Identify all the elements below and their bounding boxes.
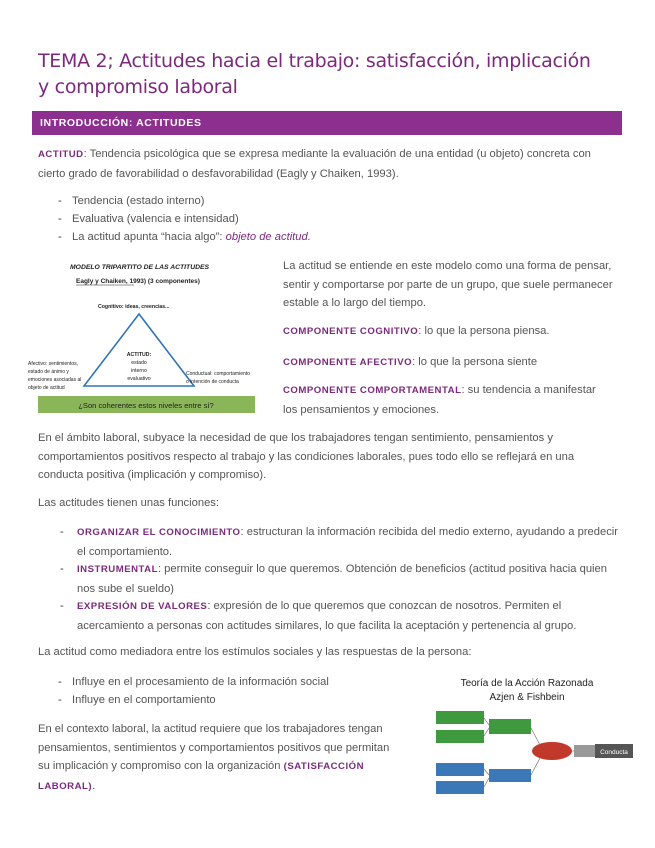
componente-cognitivo — [283, 322, 613, 342]
list-item — [60, 523, 620, 561]
dash-bullet: - — [60, 563, 64, 575]
intencion-ellipse — [532, 742, 572, 760]
funcion-label: ORGANIZAR EL CONOCIMIENTO — [77, 527, 241, 538]
figure1-afectivo-2: estado de ánimo y — [28, 369, 69, 375]
componente-comportamental-text: : su tendencia a manifestar los pensamientos y emociones. — [283, 384, 596, 416]
dash-bullet: - — [58, 231, 62, 243]
tripartite-model-figure — [28, 258, 263, 418]
dash-bullet: - — [58, 676, 62, 688]
figure2-title1: Teoría de la Acción Razonada — [460, 678, 594, 689]
figure1-afectivo-1: Afectivo: sentimientos, — [28, 361, 79, 367]
figure2-title2: Azjen & Fishbein — [489, 692, 565, 703]
dash-bullet: - — [58, 213, 62, 225]
componente-cognitivo-label: COMPONENTE COGNITIVO — [283, 326, 419, 337]
list-item — [58, 691, 398, 710]
figure1-center-4: evaluativo — [127, 376, 151, 382]
mediadora-paragraph: La actitud como mediadora entre los estímulos sociales y las respuestas de la persona: — [38, 646, 472, 658]
contexto-paragraph — [38, 720, 403, 796]
contexto-end: . — [92, 779, 96, 792]
funciones-intro: Las actitudes tienen unas funciones: — [38, 497, 219, 509]
list-item — [58, 673, 398, 692]
actitud-definition — [38, 145, 608, 183]
figure1-question: ¿Son coherentes estos niveles entre sí? — [78, 401, 214, 410]
list-item-text: Tendencia (estado interno) — [72, 195, 205, 207]
green-box — [489, 719, 531, 734]
list-item-text: Influye en el comportamiento — [72, 694, 216, 706]
funcion-label: INSTRUMENTAL — [77, 564, 158, 575]
componente-cognitivo-text: : lo que la persona piensa. — [418, 325, 550, 337]
figure1-conductual-1: Conductual: comportamiento — [186, 371, 250, 377]
dash-bullet: - — [58, 195, 62, 207]
funcion-text: : estructuran la información recibida del medio externo, ayudando a predecir el comportamiento. — [77, 526, 619, 558]
section-header-label: INTRODUCCIÓN: ACTITUDES — [40, 117, 202, 129]
figure1-afectivo-3: emociones asociadas al — [28, 377, 82, 383]
list-item-text: La actitud apunta “hacia algo”: — [72, 231, 226, 243]
figure1-subtitle: Eagly y Chaiken, 1993) (3 componentes) — [76, 278, 200, 285]
componente-afectivo-text: : lo que la persona siente — [412, 356, 538, 368]
page-title: TEMA 2; Actitudes hacia el trabajo: satisfacción, implicación y compromiso laboral — [38, 50, 591, 98]
list-item — [60, 597, 620, 635]
accion-razonada-figure — [420, 668, 635, 813]
dash-bullet: - — [58, 694, 62, 706]
figure1-center-1: ACTITUD: — [126, 352, 152, 358]
blue-box — [489, 769, 531, 782]
componente-comportamental — [283, 381, 613, 419]
list-item-italic: objeto de actitud. — [225, 231, 311, 243]
componente-comportamental-label: COMPONENTE COMPORTAMENTAL — [283, 385, 462, 396]
list-item — [58, 210, 358, 229]
list-item — [58, 192, 358, 211]
figure1-title: MODELO TRIPARTITO DE LAS ACTITUDES — [70, 264, 210, 271]
figure1-afectivo-4: objeto de actitud — [28, 385, 65, 391]
figure1-center-3: interno — [131, 368, 147, 374]
dash-bullet: - — [60, 526, 64, 538]
componente-afectivo — [283, 353, 613, 373]
model-description: La actitud se entiende en este modelo como una forma de pensar, sentir y comportarse por parte de un grupo, que suele permanecer estable a lo largo del tiempo. — [283, 260, 613, 309]
blue-box — [436, 763, 484, 776]
figure1-center-2: estado — [131, 360, 147, 366]
contexto-text: En el contexto laboral, la actitud requiere que los trabajadores tengan pensamientos, sentimientos y comportamientos positivos que permitan su implicación y compromiso con la organización — [38, 723, 390, 772]
list-item — [60, 560, 620, 598]
contexto-keyword: (SATISFACCIÓN LABORAL) — [38, 761, 365, 792]
funcion-text: : permite conseguir lo que queremos. Obtención de beneficios (actitud positiva hacia quien nos sube el sueldo) — [77, 563, 607, 595]
figure2-conducta: Conducta — [600, 749, 628, 756]
funcion-label: EXPRESIÓN DE VALORES — [77, 601, 208, 612]
componente-afectivo-label: COMPONENTE AFECTIVO — [283, 357, 413, 368]
green-box — [436, 711, 484, 724]
section-header-bar — [32, 111, 622, 135]
funcion-text: : expresión de lo que queremos que conozcan de nosotros. Permiten el acercamiento a personas con actitudes similares, lo que facilita la aceptación y pertenencia al grupo. — [77, 600, 577, 632]
actitud-text: : Tendencia psicológica que se expresa mediante la evaluación de una entidad (u objeto) concreta con cierto grado de favorabilidad o desfavorabilidad (Eagly y Chaiken, 1993). — [38, 148, 591, 180]
paragraph-laboral: En el ámbito laboral, subyace la necesidad de que los trabajadores tengan sentimiento, pensamientos y comportamientos positivos respecto al trabajo y las condiciones laborales, pues todo ello se reflejará en una conducta positiva (implicación y compromiso). — [38, 432, 575, 481]
actitud-label: ACTITUD — [38, 149, 84, 160]
list-item — [58, 228, 458, 247]
list-item-text: Evaluativa (valencia e intensidad) — [72, 213, 239, 225]
blue-box — [436, 781, 484, 794]
figure1-conductual-2: o intención de conducta — [186, 379, 239, 385]
list-item-text: Influye en el procesamiento de la información social — [72, 676, 329, 688]
dash-bullet: - — [60, 600, 64, 612]
green-box — [436, 730, 484, 743]
figure1-cognitivo: Cognitivo: ideas, creencias... — [98, 304, 170, 310]
